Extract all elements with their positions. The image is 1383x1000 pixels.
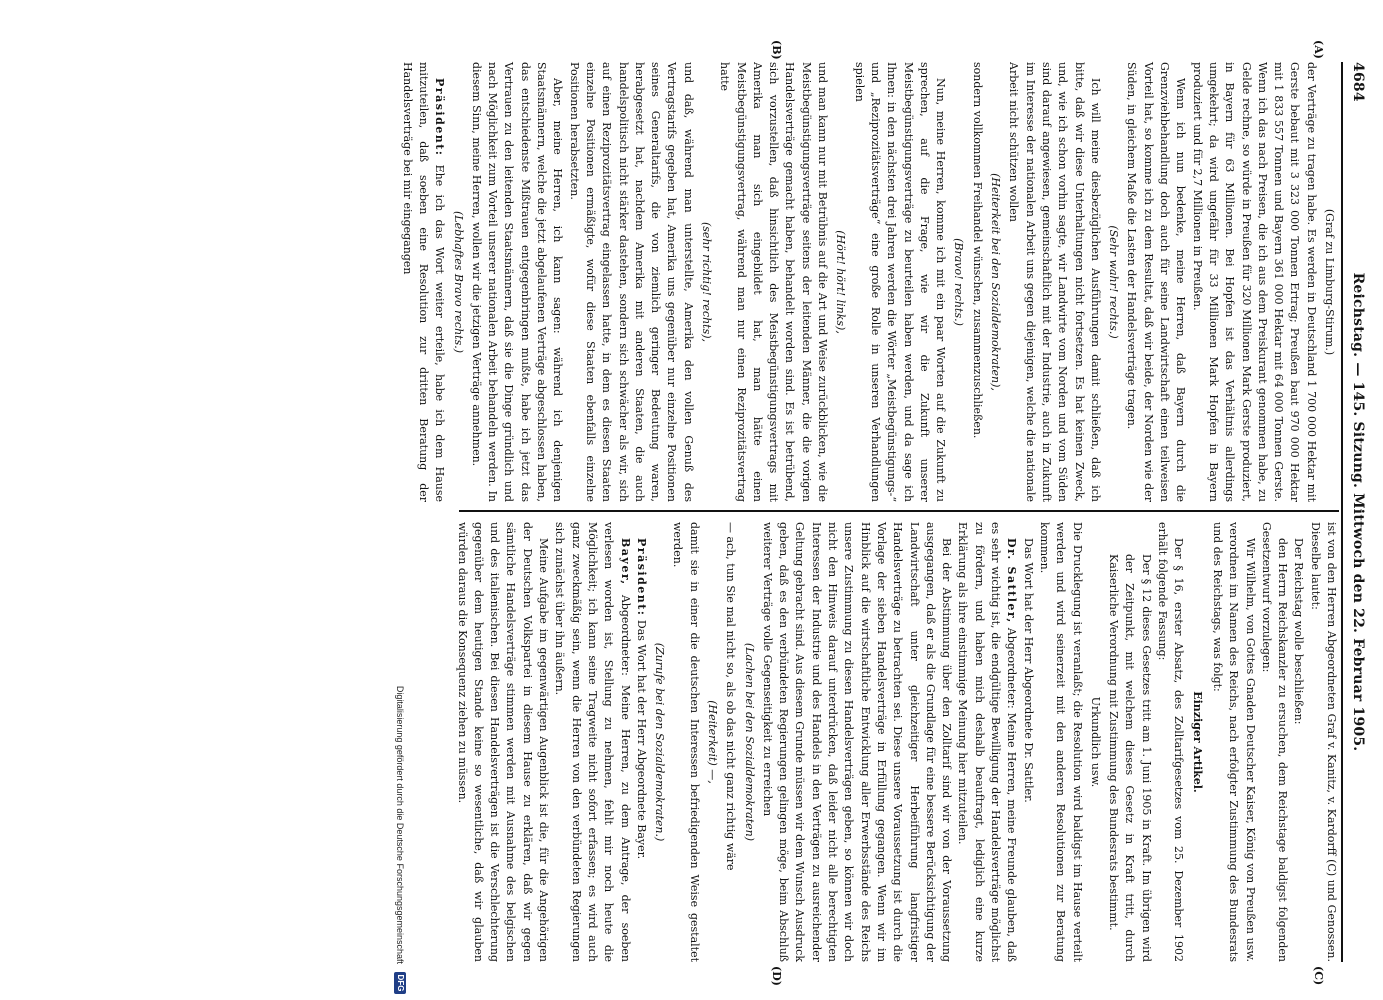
interjection: (Bravo! rechts.) bbox=[952, 238, 966, 326]
interjection: (Lachen bei den Sozialdemokraten) bbox=[742, 642, 756, 842]
paragraph: Urkundlich usw. bbox=[1088, 696, 1102, 788]
paragraph: Die Drucklegung ist veranlaßt; die Resolution wird baldigst im Hause verteilt werden und wird seinerzeit mit den anderen Resolutionen zur Beratung kommen. bbox=[1037, 522, 1084, 962]
speaker-text: Ehe ich das Wort weiter erteile, habe ich dem Hause mitzuteilen, daß soeben eine Resolution zur dritten Beratung der Handelsverträge bei mir eingegangen bbox=[400, 62, 447, 502]
paragraph: Nun, meine Herren, komme ich mit ein paar Worten auf die Zukunft zu sprechen, auf die Frage, wie wir die Zukunft unserer Meistbegünstigungsverträge zu beurteilen haben werden, und da sage ich Ihnen: in den nächsten drei Jahren werden die Wörter „Meistbegünstigungs-“ und „Reziprozitätsverträge“ eine große Rolle in unseren Verhandlungen spielen bbox=[852, 62, 948, 502]
dfg-logo-icon: DFG bbox=[394, 972, 406, 994]
right-column bbox=[439, 522, 1339, 962]
footer bbox=[392, 0, 408, 1000]
column-divider bbox=[459, 510, 1339, 512]
speaker-role: Abgeordneter: bbox=[618, 594, 632, 676]
paragraph: ist von den Herren Abgeordneten Graf v. Kanitz, v. Kardorff (C) und Genossen. Dieselbe lautet: bbox=[1308, 522, 1338, 962]
page-header bbox=[1343, 62, 1373, 962]
paragraph: Wenn ich nun bedenke, meine Herren, daß Bayern durch die Grenzviehbehandlung doch auch für seine Landwirtschaft einen teilweisen Vorteil hat, so komme ich zu dem Resultat, daß wir beide, der Norden wie der Süden, in gleichem Maße die Lasten der Handelsverträge tragen. bbox=[1125, 62, 1188, 502]
margin-marker-d: (D) bbox=[770, 966, 783, 986]
interjection: (Hört! hört! links), bbox=[834, 230, 848, 334]
speaker-label: Präsident: bbox=[634, 538, 648, 617]
interjection: (Lebhaftes Bravo rechts.) bbox=[451, 210, 465, 354]
page-number: 4684 bbox=[1350, 62, 1366, 102]
paragraph: Der § 16, erster Absatz, des Zolltarifgesetzes vom 25. Dezember 1902 erhält folgende Fassung: bbox=[1156, 522, 1186, 962]
speaker-label: Dr. Sattler, bbox=[1005, 538, 1019, 624]
paragraph: Wir Wilhelm, von Gottes Gnaden Deutscher Kaiser, König von Preußen usw. verordnen im Namen des Reichs, nach erfolgter Zustimmung des Bundesrats und des Reichstags, was folgt: bbox=[1210, 522, 1257, 962]
margin-marker-b: (B) bbox=[770, 40, 783, 60]
speaker-continuation: (Graf zu Limburg-Stirum.) bbox=[1323, 208, 1336, 356]
paragraph: Bei der Abstimmung über den Zolltarif sind wir von der Voraussetzung ausgegangen, daß er als die Grundlage für eine bessere Berücksichtigung der Landwirtschaft unter gleichzeitiger Herbeiführung langfristiger Handelsverträge zu betrachten sei. Diese unsere Voraussetzung ist durch die Vorlage der sieben Handelsverträge in Erfüllung gegangen. Wenn wir im Hinblick auf die wirtschaftliche Entwicklung aller Erwerbsstände des Reichs unsere Zustimmung zu diesen Handelsverträgen geben, so können wir doch nicht den Hinweis darauf unterdrücken, daß leider nicht alle berechtigten Interessen der Industrie und des Handels in den Verträgen zu ausreichender Geltung gebracht sind. Aus diesem Grunde müssen wir dem Wunsch Ausdruck geben, daß es den verbündeten Regierungen gelingen möge, beim Abschluß weiterer Verträge volle Gegenseitigkeit zu erreichen bbox=[760, 522, 954, 962]
interjection: (Heiterkeit) —, bbox=[706, 700, 720, 784]
interjection: (Heiterkeit bei den Sozialdemokraten), bbox=[989, 173, 1003, 391]
speaker-label: Bayer, bbox=[618, 538, 632, 586]
paragraph bbox=[551, 522, 632, 962]
paragraph bbox=[954, 522, 1019, 962]
article-title: Einziger Artikel. bbox=[1190, 691, 1204, 793]
speaker-role: Abgeordneter: bbox=[1005, 627, 1019, 709]
paragraph: Aber, meine Herren, ich kann sagen: während ich denjenigen Staatsmännern, welche die jetzt abgelaufenen Verträge abgeschlossen haben, das entschiedenste Mißtrauen entgegenbringen mußte, habe ich jetzt das Vertrauen zu den leitenden Staatsmännern, daß sie die Dinge gründlich und nach Möglichkeit zum Vorteil unserer nationalen Arbeit behandeln werden. In diesem Sinn, meine Herren, wollen wir die jetzigen Verträge annehmen. bbox=[469, 62, 565, 502]
left-column bbox=[400, 62, 1339, 502]
speaker-text: Meine Herren, meine Freunde glauben, daß es sehr wichtig ist, die endgültige Bewilligung der Handelsverträge möglichst zu fördern, und haben mich deshalb beauftragt, lediglich eine kurze Erklärung als ihre einstimmige Meinung hier mitzuteilen. bbox=[956, 522, 1019, 962]
paragraph: Der Reichstag wolle beschließen: bbox=[1292, 538, 1306, 725]
speaker-text: Das Wort hat der Herr Abgeordnete Bayer. bbox=[634, 619, 648, 860]
running-title: Reichstag. — 145. Sitzung. Mittwoch den 22. Februar 1905. bbox=[1350, 272, 1366, 752]
header-rule bbox=[1341, 62, 1343, 962]
paragraph: Meine Aufgabe im gegenwärtigen Augenblick ist die, für die Angehörigen der Deutschen Volkspartei in diesem Hause zu erklären, daß wir gegen sämtliche Handelsverträge stimmen werden mit Ausnahme des belgischen und des italienischen. Bei diesen Handelsverträgen ist die Verschlechterung gegenüber dem heutigen Stande keine so wesentliche, daß wir glauben würden daraus die Konsequenz ziehen zu müssen. bbox=[455, 522, 551, 962]
paragraph: Ich will meine diesbezüglichen Ausführungen damit schließen, daß ich bitte, daß wir diese Unterhaltungen nicht fortsetzen. Es hat keinen Zweck, und, wie ich schon vorhin sagte, wir Landwirte vom Norden und vom Süden sind darauf angewiesen, gemeinschaftlich mit der Industrie, auch in Zukunft im Interesse der nationalen Arbeit uns gegen diejenigen, welche die nationale Arbeit nicht schützen wollen bbox=[1007, 62, 1102, 502]
paragraph: damit sie in einer die deutschen Interessen befriedigenden Weise gestaltet werden. bbox=[671, 522, 701, 962]
margin-marker-a: (A) bbox=[1312, 40, 1325, 59]
paragraph: — ach, tun Sie mal nicht so, als ob das nicht ganz richtig wäre bbox=[724, 522, 738, 871]
interjection: (Sehr wahr! rechts.) bbox=[1107, 225, 1121, 339]
speaker-text: Meine Herren, zu dem Antrage, der soeben verlesen worden ist, Stellung zu nehmen, fehlt mir noch heute die Möglichkeit; ich kann seine Tragweite nicht sofort erfassen; es wird auch ganz zweckmäßig sein, wenn die Herren von den verbündeten Regierungen sich zunächst über ihn äußern. bbox=[553, 522, 632, 963]
interjection: (Zurufe bei den Sozialdemokraten.) bbox=[653, 642, 667, 842]
footer-text: Digitalisierung gefördert durch die Deutsche Forschungsgemeinschaft bbox=[395, 685, 405, 964]
paragraph: und man kann nur mit Betrübnis auf die Art und Weise zurückblicken, wie die Meistbegünstigungsverträge seitens der leitenden Männer, die die vorigen Handelsverträge gemacht haben, behandelt worden sind. Es ist betrübend, sich vorzustellen, daß hinsichtlich des Meistbegünstigungsvertrags mit Amerika man sich eingebildet hat, man hätte einen Meistbegünstigungsvertrag, während man nur einen Reziprozitätsvertrag hatte bbox=[718, 62, 830, 502]
paragraph: den Herrn Reichskanzler zu ersuchen, dem Reichstage baldigst folgenden Gesetzentwurf vorzulegen: bbox=[1259, 522, 1290, 962]
paragraph: der Verträge zu tragen habe. Es werden in Deutschland 1 700 000 Hektar mit Gerste bebaut mit 3 323 000 Tonnen Ertrag; Preußen baut 970 000 Hektar mit 1 833 557 Tonnen und Bayern 361 000 Hektar mit 64 000 Tonnen Gerste. Wenn ich das nach Preisen, die ich aus dem Preiskurant genommen habe, zu Gelde rechne, so würde in Preußen für 320 Millionen Mark Gerste produziert, in Bayern für 63 Millionen. Bei Hopfen ist das Verhältnis allerdings umgekehrt; da wird ungefähr für 33 Millionen Mark Hopfen in Bayern produziert und für 2,7 Millionen in Preußen. bbox=[1190, 62, 1318, 502]
speaker-label: Präsident: bbox=[433, 78, 447, 157]
paragraph bbox=[633, 522, 649, 962]
paragraph: Der § 12 dieses Gesetzes tritt am 1. Juni 1905 in Kraft. Im übrigen wird der Zeitpunkt, mit welchem dieses Gesetz in Kraft tritt, durch Kaiserliche Verordnung mit Zustimmung des Bundesrats bestimmt. bbox=[1107, 554, 1153, 962]
margin-marker-c: (C) bbox=[1312, 966, 1325, 986]
paragraph: Das Wort hat der Herr Abgeordnete Dr. Sattler. bbox=[1021, 538, 1035, 803]
paragraph: und daß, während man unterstellte, Amerika den vollen Genuß des Vertragstarifs gegeben hat, Amerika uns gegenüber nur einzelne Positionen seines Generaltarifs, die von ziemlich geringer Bedeutung waren, herabgesetzt hat, nachdem Amerika mit anderen Staaten, die auch handelspolitisch nicht stärker dastehen, sondern sich schwächer als wir, sich auf einen Reziprozitätsvertrag eingelassen hatte, in dem es diesen Staaten einzelne Positionen ermäßigte, wofür diese Staaten ebenfalls einzelne Positionen herabsetzten. bbox=[567, 62, 695, 502]
paragraph: sondern vollkommen Freihandel wünschen, zusammenzuschließen. bbox=[970, 62, 984, 439]
interjection: (sehr richtig! rechts), bbox=[700, 221, 714, 343]
